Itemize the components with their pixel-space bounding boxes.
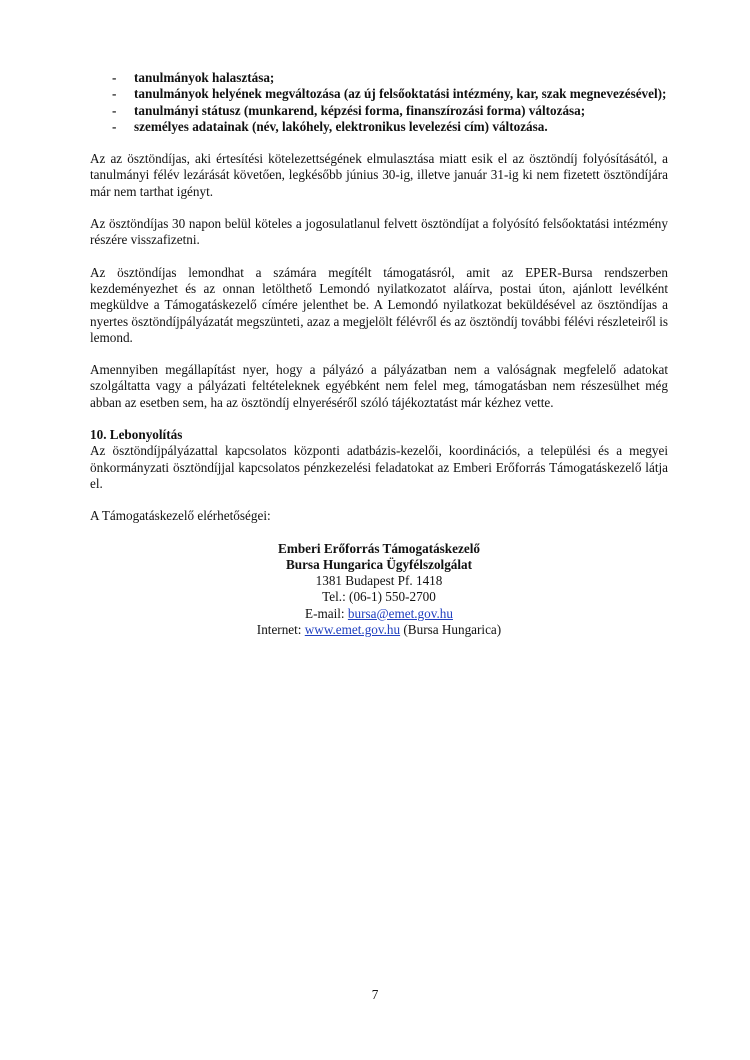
email-link[interactable]: bursa@emet.gov.hu (347, 605, 453, 621)
bullet-dash: - (112, 102, 117, 118)
paragraph-notification-duty: Az az ösztöndíjas, aki értesítési kötelezettségének elmulasztása miatt esik el az ösztöndíj folyósításától, a tanulmányi félév lezárását követően, legkésőbb június 30-ig, illetve január 31-ig ki nem fizetett ösztöndíjára már nem tarthat igényt. (90, 151, 668, 199)
contact-org: Emberi Erőforrás Támogatáskezelő (278, 540, 480, 556)
list-item: - személyes adatainak (név, lakóhely, elektronikus levelezési cím) változása. (112, 118, 548, 134)
bullet-dash: - (112, 70, 117, 85)
section-heading: 10. Lebonyolítás (90, 427, 183, 443)
contact-phone: Tel.: (06-1) 550-2700 (322, 589, 436, 605)
paragraph-repayment: Az ösztöndíjas 30 napon belül köteles a jogosulatlanul felvett ösztöndíjat a folyósító felsőoktatási intézmény részére visszafizetni. (90, 216, 668, 248)
section-body: Az ösztöndíjpályázattal kapcsolatos központi adatbázis-kezelői, koordinációs, a települési és a megyei önkormányzati ösztöndíjjal kapcsolatos pénzkezelési feladatokat az Emberi Erőforrás Támogatáskezelő látja el. (90, 443, 668, 491)
paragraph-waiver: Az ösztöndíjas lemondhat a számára megítélt támogatásról, amit az EPER-Bursa rendszerben kezdeményezhet és az onnan letölthető Lemondó nyilatkozatot aláírva, postai úton, ajánlott levélként megküldve a Támogatáskezelő címére jelenthet be. A Lemondó nyilatkozat beküldésével az ösztöndíjas a nyertes ösztöndíjpályázatát megszünteti, azaz a megjelölt félévről és az ösztöndíj további félévi részleteiről is lemond. (90, 264, 668, 345)
paragraph-false-data: Amennyiben megállapítást nyer, hogy a pályázó a pályázatban nem a valóságnak megfelelő adatokat szolgáltatta vagy a pályázati feltételeknek egyébként nem felel meg, támogatásban nem részesülhet még abban az esetben sem, ha az ösztöndíj elnyeréséről szóló tájékoztatást már kézhez vette. (90, 362, 668, 410)
list-item: - tanulmányok halasztása; (112, 70, 275, 85)
web-link[interactable]: www.emet.gov.hu (304, 622, 401, 638)
email-label: E-mail: (305, 605, 348, 621)
list-item: - tanulmányok helyének megváltozása (az új felsőoktatási intézmény, kar, szak megnevezésével); (112, 86, 667, 102)
bullet-dash: - (112, 118, 117, 134)
bullet-dash: - (112, 86, 117, 102)
contact-service: Bursa Hungarica Ügyfélszolgálat (285, 556, 473, 572)
page-number: 7 (371, 987, 379, 1002)
contact-block (90, 541, 668, 639)
contact-web-line (90, 622, 668, 638)
change-list (90, 70, 668, 135)
web-suffix: (Bursa Hungarica) (400, 622, 502, 638)
contact-address: 1381 Budapest Pf. 1418 (315, 573, 443, 589)
list-item: - tanulmányi státusz (munkarend, képzési forma, finanszírozási forma) változása; (112, 102, 586, 118)
contacts-intro: A Támogatáskezelő elérhetőségei: (90, 508, 271, 524)
contact-email-line (90, 606, 668, 622)
web-label: Internet: (256, 622, 305, 638)
document-page (90, 70, 668, 638)
